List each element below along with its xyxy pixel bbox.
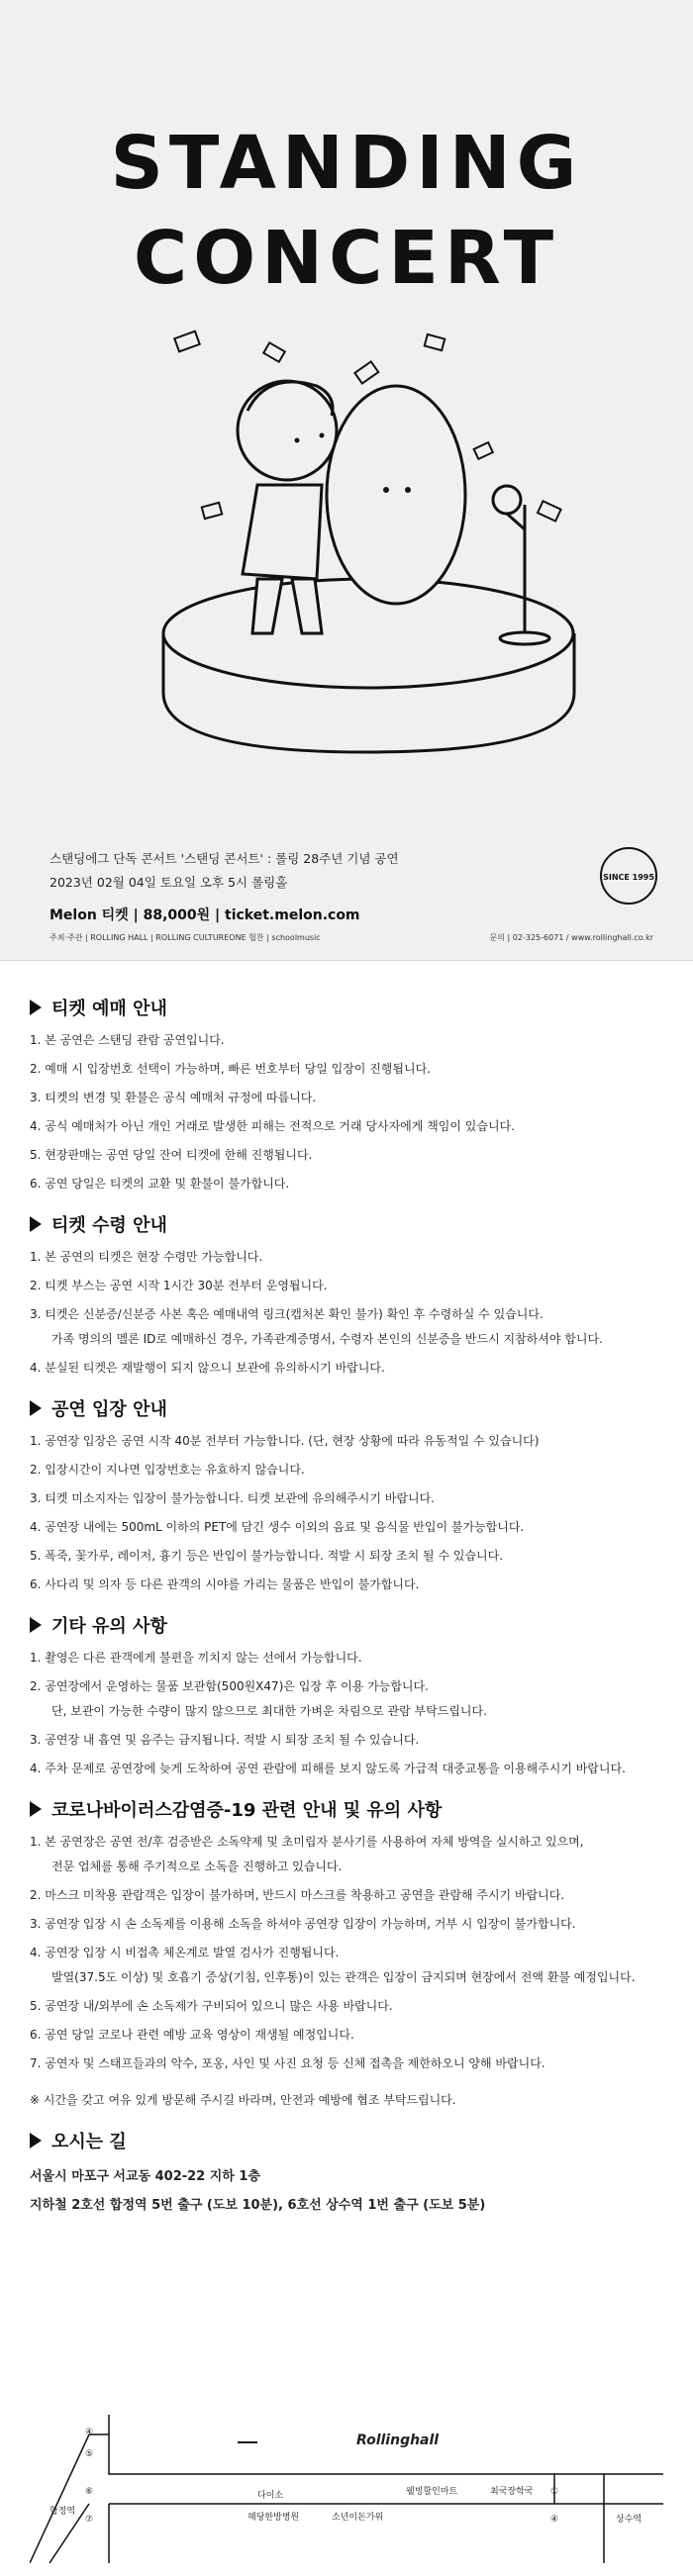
list-subitem: 가족 명의의 멜론 ID로 예매하신 경우, 가족관계증명서, 수령자 본인의 신분증을 반드시 지참하셔야 합니다.	[51, 1332, 603, 1346]
list-item: 3. 공연장 입장 시 손 소독제를 이용해 소독을 하셔야 공연장 입장이 가능하며, 거부 시 입장이 불가합니다.	[30, 1917, 576, 1931]
subway-text: 지하철 2호선 합정역 5번 출구 (도보 10분), 6호선 상수역 1번 출구 (도보 5분)	[30, 2198, 486, 2213]
venue-label: Rollinghall	[356, 2433, 440, 2448]
section-heading	[30, 1395, 663, 1421]
ticket-info: Melon 티켓 | 88,000원 | ticket.melon.com	[50, 907, 360, 923]
list-item: 3. 공연장 내 흡연 및 음주는 금지됩니다. 적발 시 퇴장 조치 될 수 있습니다.	[30, 1733, 420, 1747]
concert-title-info: 스탠딩에그 단독 콘서트 '스탠딩 콘서트' : 롤링 28주년 기념 공연	[50, 851, 399, 866]
list-item: 6. 공연 당일 코로나 관련 예방 교육 영상이 재생될 예정입니다.	[30, 2028, 354, 2042]
map-svg	[30, 2415, 663, 2563]
list-item: 5. 현장판매는 공연 당일 잔여 티켓에 한해 진행됩니다.	[30, 1148, 313, 1162]
list-item: 7. 공연자 및 스태프들과의 악수, 포옹, 사인 및 사진 요청 등 신체 접촉을 제한하오니 양해 바랍니다.	[30, 2056, 545, 2070]
list-subitem: 발열(37.5도 이상) 및 호흡기 증상(기침, 인후통)이 있는 관객은 입장이 금지되며 현장에서 전액 환불 예정입니다.	[51, 1970, 636, 1984]
section-title: 코로나바이러스감염증-19 관련 안내 및 유의 사항	[51, 1800, 443, 1821]
list-item: 6. 사다리 및 의자 등 다른 관객의 시야를 가리는 물품은 반입이 불가합니다.	[30, 1577, 420, 1591]
exit-6-marker: ⑥	[84, 2487, 94, 2497]
list-subitem: 전문 업체를 통해 주기적으로 소독을 진행하고 있습니다.	[51, 1860, 343, 1873]
list-item: 3. 티켓 미소지자는 입장이 불가능합니다. 티켓 보관에 유의해주시기 바랍니다.	[30, 1491, 435, 1505]
list-item: 3. 티켓의 변경 및 환불은 공식 예매처 규정에 따릅니다.	[30, 1091, 317, 1104]
list-item: 4. 공연장 내에는 500mL 이하의 PET에 담긴 생수 이외의 음료 및 음식물 반입이 불가능합니다.	[30, 1520, 525, 1534]
section-title: 티켓 예매 안내	[51, 999, 167, 1019]
divider	[0, 960, 693, 961]
dept-label: 최국장학국	[490, 2487, 534, 2497]
list-item: 5. 폭죽, 꽃가루, 레이저, 흉기 등은 반입이 불가능합니다. 적발 시 퇴장 조치 될 수 있습니다.	[30, 1549, 504, 1563]
poster-credits	[50, 932, 653, 943]
covid-section	[30, 1796, 663, 2071]
ticket-booking-section	[30, 995, 663, 1192]
triangle-icon	[30, 1216, 42, 1232]
section-heading	[30, 1612, 663, 1638]
list-item: 2. 예매 시 입장번호 선택이 가능하며, 빠른 번호부터 당일 입장이 진행됩니다.	[30, 1062, 431, 1076]
section-title: 티켓 수령 안내	[51, 1215, 167, 1236]
section-title: 오시는 길	[51, 2132, 127, 2152]
list-item: 6. 공연 당일은 티켓의 교환 및 환불이 불가합니다.	[30, 1177, 290, 1191]
triangle-icon	[30, 1801, 42, 1817]
triangle-icon	[30, 1617, 42, 1633]
list-item: 1. 본 공연의 티켓은 현장 수령만 가능합니다.	[30, 1250, 263, 1264]
list-item: 5. 공연장 내/외부에 손 소독제가 구비되어 있으니 많은 사용 바랍니다.	[30, 1999, 393, 2013]
exit-4r-marker: ④	[549, 2515, 559, 2525]
since-1995-stamp	[584, 831, 673, 920]
list-item: 4. 분실된 티켓은 재발행이 되지 않으니 보관에 유의하시기 바랍니다.	[30, 1361, 385, 1375]
credit-left: 주최·주관 | ROLLING HALL | ROLLING CULTUREONE 협찬 | schoolmusic	[50, 933, 321, 942]
exit-1-marker: ①	[549, 2487, 559, 2497]
section-heading	[30, 1796, 663, 1822]
daiso-label: 다이소	[257, 2491, 284, 2501]
exit-4-marker: ④	[84, 2428, 94, 2437]
concert-poster	[0, 0, 693, 960]
list-item: 4. 공연장 입장 시 비접촉 체온계로 발열 검사가 진행됩니다.	[30, 1946, 340, 1959]
stamp-text: SINCE 1995	[603, 873, 654, 882]
section-title: 기타 유의 사항	[51, 1616, 167, 1637]
other-notes-section	[30, 1612, 663, 1776]
list-item: 4. 공식 예매처가 아닌 개인 거래로 발생한 피해는 전적으로 거래 당사자에게 책임이 있습니다.	[30, 1119, 515, 1133]
notice-text: ※ 시간을 갖고 여유 있게 방문해 주시길 바라며, 안전과 예방에 협조 부탁드립니다.	[30, 2093, 456, 2107]
exit-7-marker: ⑦	[84, 2515, 94, 2525]
ticket-pickup-section	[30, 1211, 663, 1376]
mart-label: 웰빙할인마트	[406, 2487, 458, 2497]
entry-section	[30, 1395, 663, 1592]
section-heading	[30, 1211, 663, 1237]
section-heading	[30, 995, 663, 1020]
triangle-icon	[30, 1400, 42, 1416]
list-item: 4. 주차 문제로 공연장에 늦게 도착하여 공연 관람에 피해를 보지 않도록 가급적 대중교통을 이용해주시기 바랍니다.	[30, 1762, 626, 1775]
credit-right: 문의 | 02-325-6071 / www.rollinghall.co.kr	[489, 933, 653, 942]
poster-illustration	[0, 317, 693, 871]
station-right: 상수역	[616, 2515, 643, 2525]
hospital-label: 혜당한방병원	[248, 2513, 300, 2523]
section-heading	[30, 2128, 663, 2153]
directions-section	[30, 2128, 663, 2213]
concert-date-info: 2023년 02월 04일 토요일 오후 5시 롤링홀	[50, 875, 288, 890]
address-text: 서울시 마포구 서교동 402-22 지하 1층	[30, 2169, 260, 2184]
poster-title-line2: CONCERT	[133, 216, 560, 301]
bookstore-label: 소년이돈가위	[332, 2513, 384, 2523]
poster-title-line1: STANDING	[110, 121, 583, 206]
list-subitem: 단, 보관이 가능한 수량이 많지 않으므로 최대한 가벼운 차림으로 관람 부탁드립니다.	[51, 1704, 487, 1718]
list-item: 2. 입장시간이 지나면 입장번호는 유효하지 않습니다.	[30, 1463, 305, 1477]
info-content	[30, 975, 663, 2223]
list-item: 1. 본 공연은 스탠딩 관람 공연입니다.	[30, 1033, 225, 1047]
list-item: 1. 본 공연장은 공연 전/후 검증받은 소독약제 및 초미립자 분사기를 사용하여 자체 방역을 실시하고 있으며,	[30, 1835, 584, 1849]
list-item: 1. 촬영은 다른 관객에게 불편을 끼치지 않는 선에서 가능합니다.	[30, 1651, 362, 1665]
list-item: 1. 공연장 입장은 공연 시작 40분 전부터 가능합니다. (단, 현장 상황에 따라 유동적일 수 있습니다)	[30, 1434, 540, 1448]
exit-5-marker: ⑤	[84, 2449, 94, 2459]
triangle-icon	[30, 2133, 42, 2148]
list-item: 2. 마스크 미착용 관람객은 입장이 불가하며, 반드시 마스크를 착용하고 공연을 관람해 주시기 바랍니다.	[30, 1888, 565, 1902]
list-item: 3. 티켓은 신분증/신분증 사본 혹은 예매내역 링크(캡처본 확인 불가) 확인 후 수령하실 수 있습니다.	[30, 1307, 544, 1321]
station-left: 합정역	[50, 2507, 76, 2517]
list-item: 2. 티켓 부스는 공연 시작 1시간 30분 전부터 운영됩니다.	[30, 1279, 328, 1292]
triangle-icon	[30, 1000, 42, 1015]
list-item: 2. 공연장에서 운영하는 물품 보관함(500원X47)은 입장 후 이용 가능합니다.	[30, 1679, 429, 1693]
section-title: 공연 입장 안내	[51, 1399, 167, 1420]
location-map	[30, 2415, 663, 2563]
